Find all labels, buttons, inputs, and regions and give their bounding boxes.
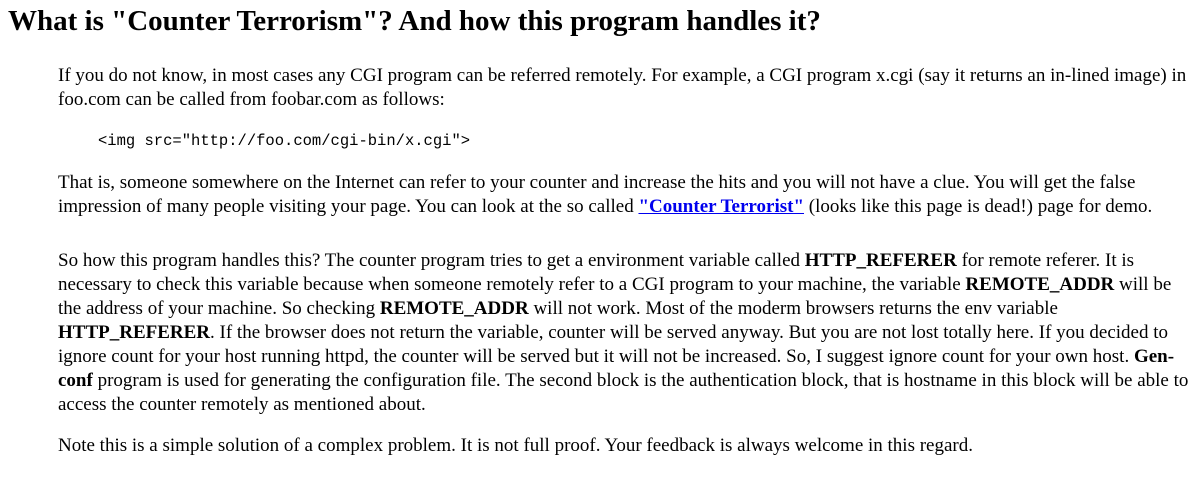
main-content [58,64,1193,475]
para3-text-1: So how this program handles this? The counter program tries to get a environment variable called [58,250,805,271]
para3-text-3: will be the address of your machine. So checking [58,274,1172,319]
para3-text-4: will not work. Most of the moderm browsers returns the env variable [528,298,1058,319]
handling-paragraph [58,249,1193,417]
code-example: <img src="http://foo.com/cgi-bin/x.cgi"> [98,132,471,150]
http-referer-term-2: HTTP_REFERER [58,322,211,343]
para2-text-after: (looks like this page is dead!) page for demo. [804,196,1153,217]
para3-text-5: . If the browser does not return the variable, counter will be served anyway. But you are not lost totally here. If you decided to ignore count for your host running httpd, the counter will be served but it will not be increased. So, I suggest ignore count for your own host. [58,322,1169,367]
http-referer-term: HTTP_REFERER [804,250,957,271]
intro-paragraph: If you do not know, in most cases any CGI program can be referred remotely. For example, a CGI program x.cgi (say it returns an in-lined image) in foo.com can be called from foobar.com as follows: [58,65,1187,110]
remote-addr-term-2: REMOTE_ADDR [379,298,529,319]
para3-text-6: program is used for generating the configuration file. The second block is the authentication block, that is hostname in this block will be able to access the counter remotely as mentioned about. [58,370,1189,415]
counter-terrorist-link[interactable]: "Counter Terrorist" [638,196,804,217]
gen-conf-term: Gen-conf [58,346,1175,391]
para2-text-before: That is, someone somewhere on the Internet can refer to your counter and increase the hits and you will not have a clue. You will get the false impression of many people visiting your page. You can look at the so called [58,172,1136,217]
remote-addr-term: REMOTE_ADDR [965,274,1115,295]
note-paragraph: Note this is a simple solution of a complex problem. It is not full proof. Your feedback is always welcome in this regard. [58,435,973,456]
para3-text-2: for remote referer. It is necessary to check this variable because when someone remotely refer to a CGI program to your machine, the variable [58,250,1135,295]
counter-terrorist-paragraph [58,171,1193,219]
page-heading: What is "Counter Terrorism"? And how this program handles it? [8,5,821,37]
